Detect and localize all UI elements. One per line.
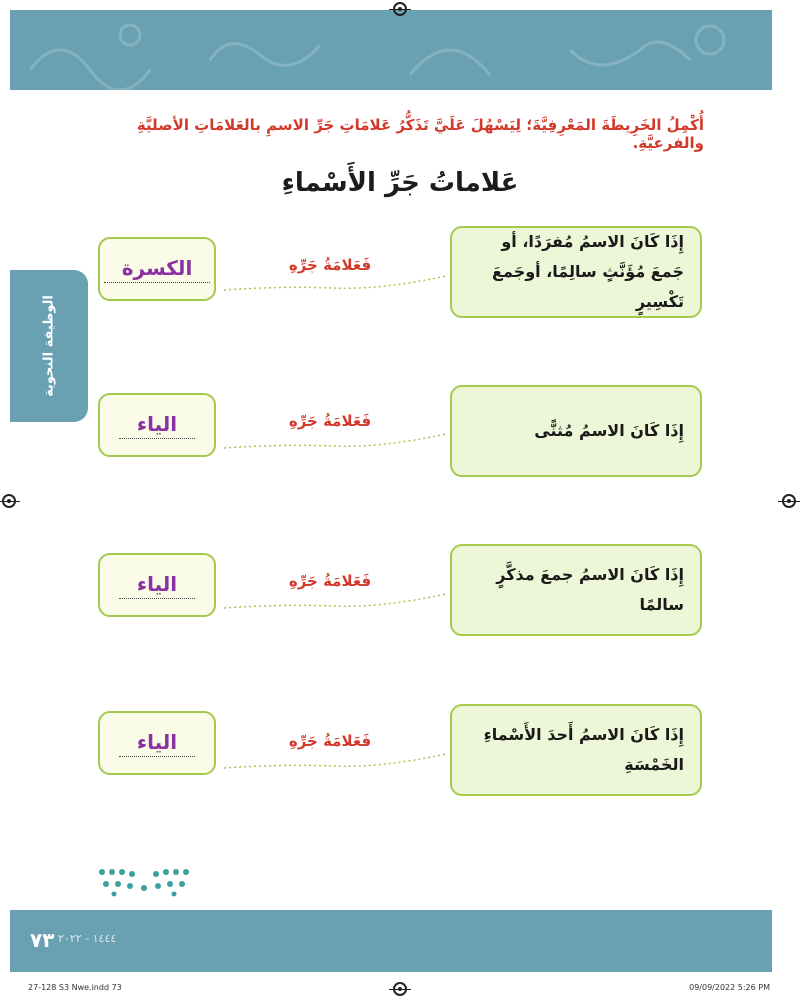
- sign-label: فَعَلامَةُ جَرِّهِ: [288, 256, 372, 274]
- condition-box-1: [450, 226, 702, 318]
- condition-box-4: [450, 704, 702, 796]
- dotted-connector: [222, 430, 448, 460]
- bottom-banner: [10, 910, 772, 972]
- answer-box-2[interactable]: [98, 393, 216, 457]
- print-slug-left: 27-128 S3 Nwe.indd 73: [28, 983, 122, 992]
- answer-box-4[interactable]: [98, 711, 216, 775]
- answer-box-1[interactable]: [98, 237, 216, 301]
- answer-text: الياء: [119, 572, 195, 599]
- condition-text: إِذَا كَانَ الاسمُ جمعَ مذكَّرٍ سالمًا: [496, 565, 684, 614]
- registration-mark-right: [782, 494, 796, 508]
- section-side-tab: [10, 270, 88, 422]
- answer-box-3[interactable]: [98, 553, 216, 617]
- top-banner: [10, 10, 772, 90]
- side-tab-label: الوظيفة النحوية: [41, 295, 57, 397]
- sign-label: فَعَلامَةُ جَرِّهِ: [288, 732, 372, 750]
- condition-box-3: [450, 544, 702, 636]
- condition-box-2: [450, 385, 702, 477]
- page-number: ٧٣: [30, 928, 55, 952]
- calligraphy-pattern: [10, 10, 772, 90]
- instruction-rest: لِيَسْهُلَ عَلَيَّ تَذَكُّرُ عَلامَاتِ جَرِّ الاسمِ بالعَلامَاتِ الأصليَّةِ والفرعيَّةِ.: [136, 116, 704, 152]
- dotted-connector: [222, 272, 448, 302]
- condition-text: إِذَا كَانَ الاسمُ مُفرَدًا، أو جَمعَ مُؤَنَّثٍ سالِمًا، أوجَمعَ تَكْسِيرٍ: [492, 232, 684, 311]
- dotted-connector: [222, 750, 448, 780]
- answer-text: الياء: [119, 730, 195, 757]
- print-slug-right: 09/09/2022 5:26 PM: [689, 983, 770, 992]
- registration-mark-left: [2, 494, 16, 508]
- map-title: عَلاماتُ جَرِّ الأَسْماءِ: [281, 168, 519, 198]
- instruction-lead: أُكْمِلُ الخَرِيطَةَ المَعْرِفِيَّةَ؛: [526, 116, 704, 134]
- answer-text: الياء: [119, 412, 195, 439]
- answer-text: الكسرة: [104, 256, 211, 283]
- condition-text: إِذَا كَانَ الاسمُ أَحدَ الأَسْماءِ الخَمْسَةِ: [483, 725, 684, 774]
- ministry-logo-icon: [96, 866, 192, 898]
- instruction-text: [84, 116, 704, 152]
- dotted-connector: [222, 590, 448, 620]
- sign-label: فَعَلامَةُ جَرِّهِ: [288, 412, 372, 430]
- registration-mark-top: [393, 2, 407, 16]
- sign-label: فَعَلامَةُ جَرِّهِ: [288, 572, 372, 590]
- page-year: ١٤٤٤ - ٢٠٢٢: [58, 932, 117, 945]
- condition-text: إِذَا كَانَ الاسمُ مُثنًّى: [534, 421, 684, 440]
- registration-mark-bottom: [393, 982, 407, 996]
